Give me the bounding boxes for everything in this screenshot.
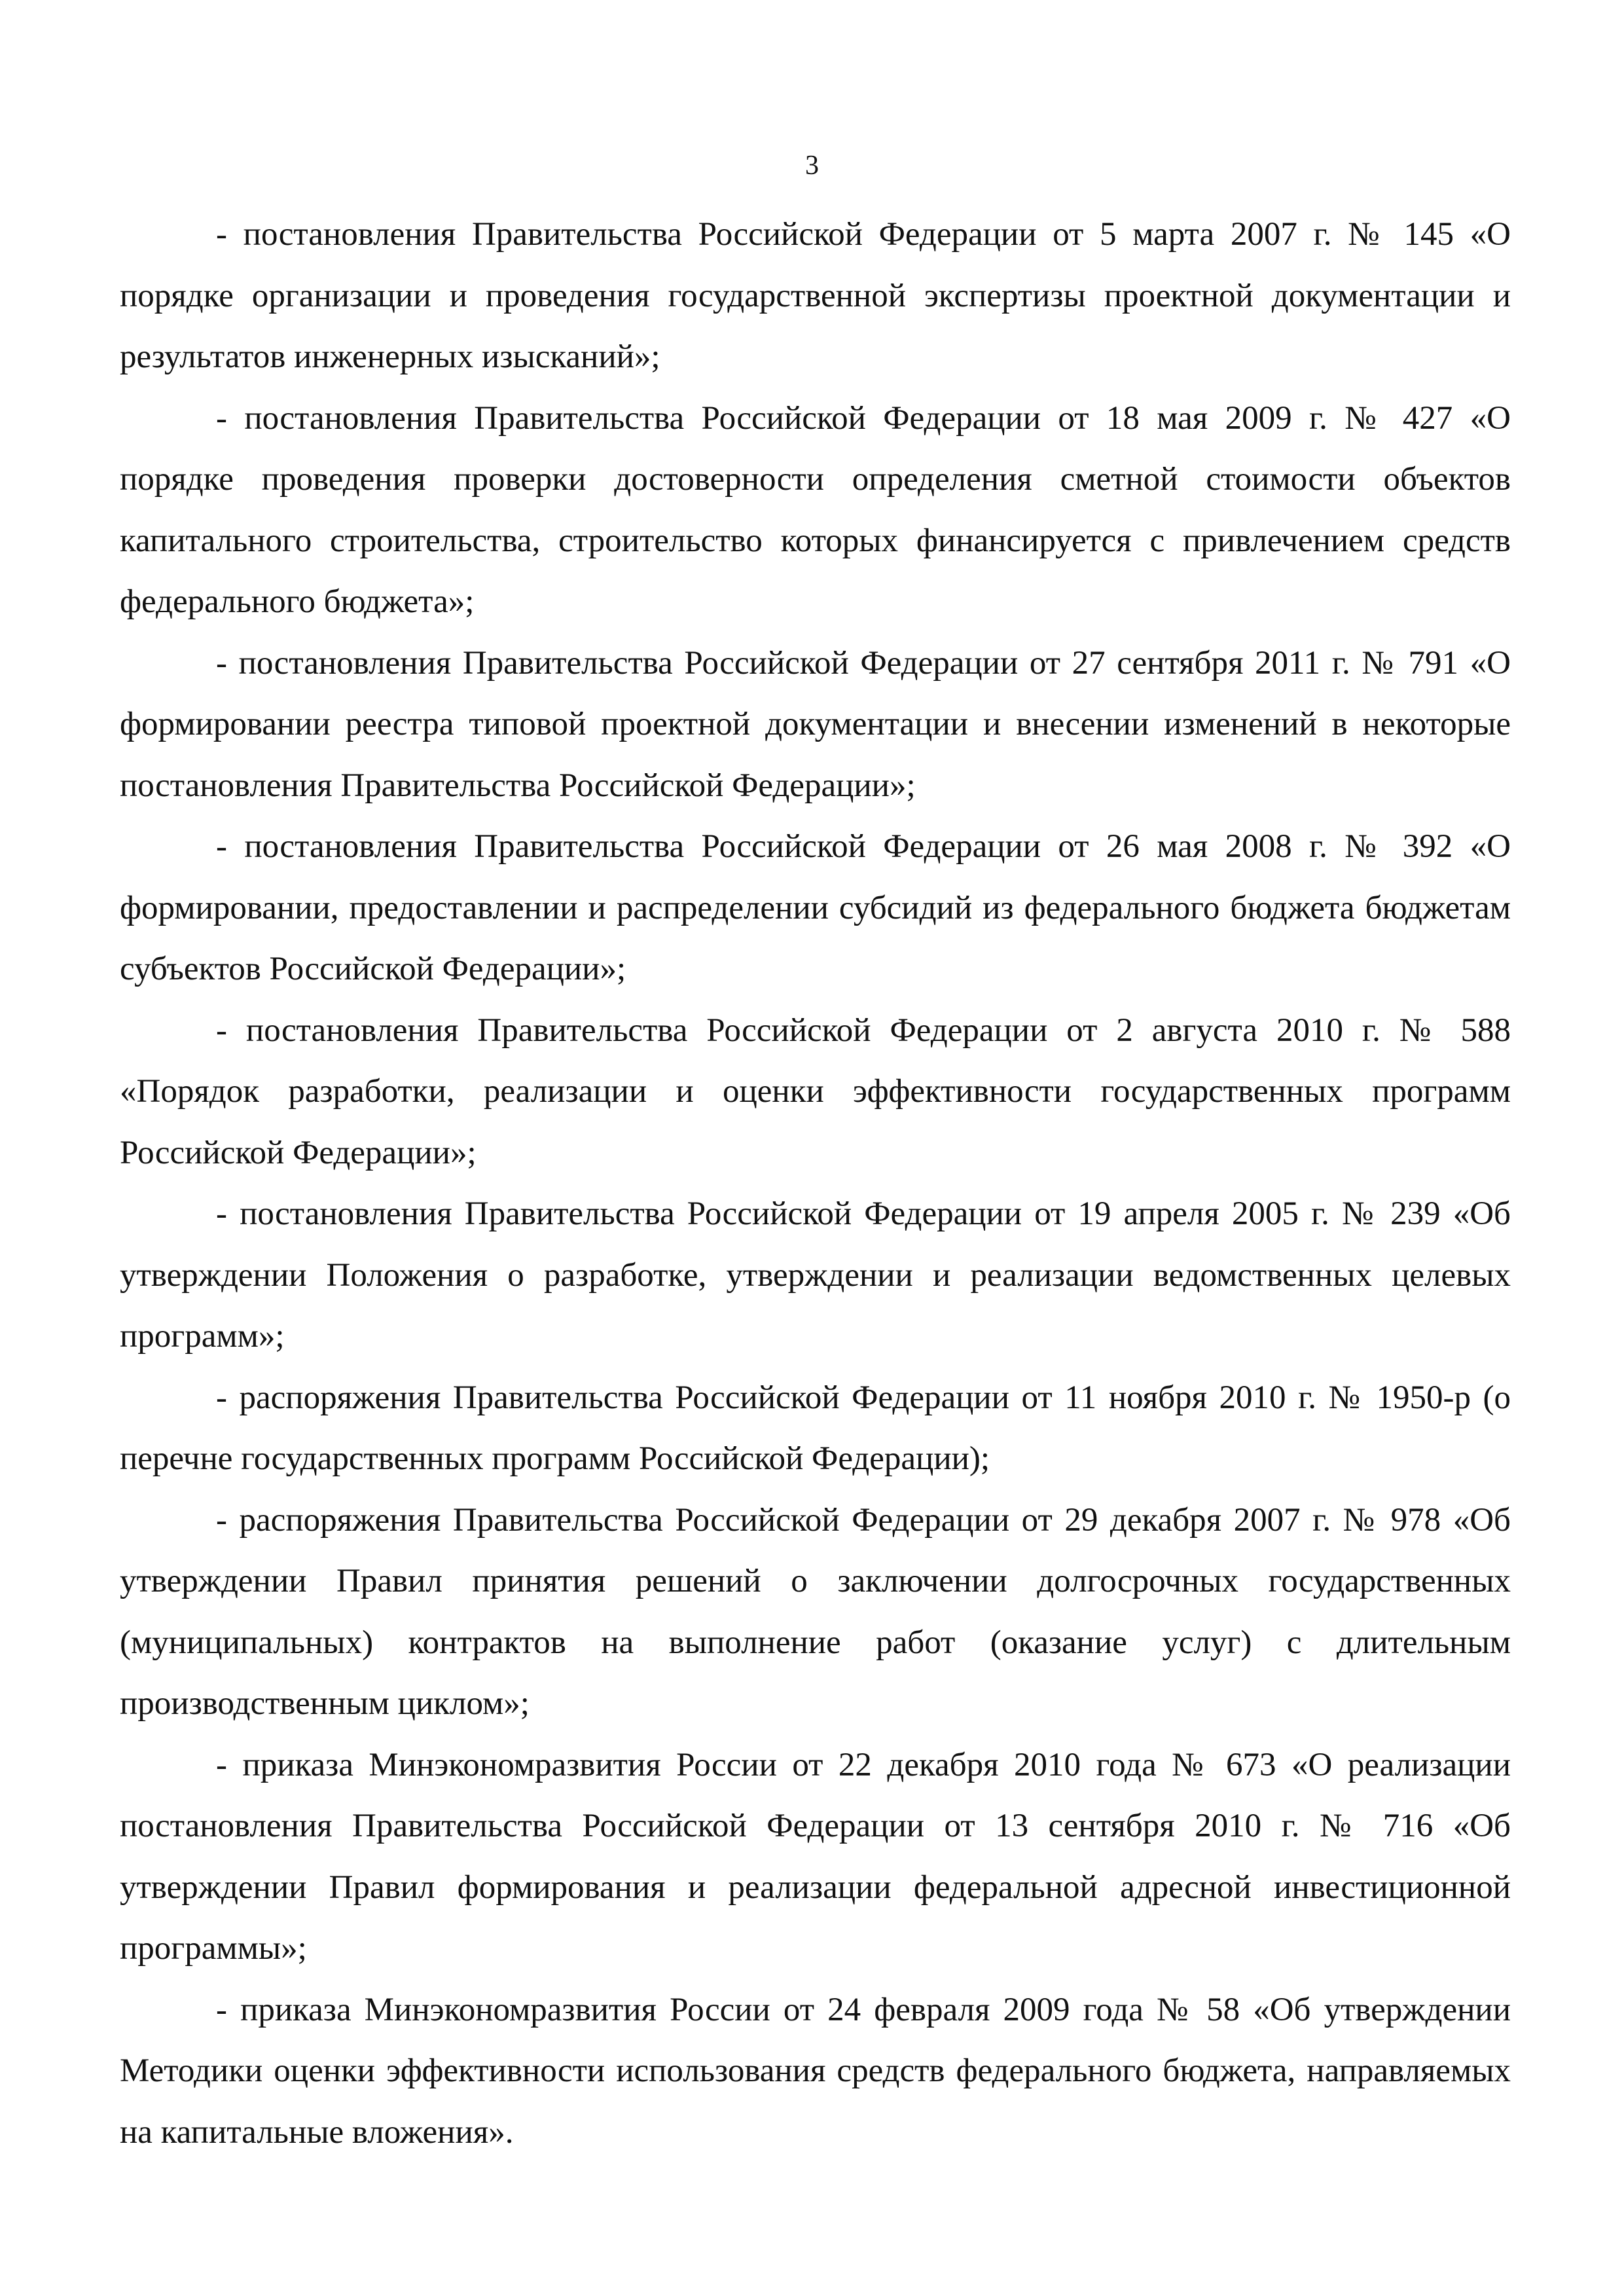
list-item: - постановления Правительства Российской Федерации от 5 марта 2007 г. № 145 «О порядке организации и проведения государственной экспертизы проектной документации и результатов инженерных изысканий»; xyxy=(120,216,1511,375)
document-body xyxy=(120,204,1511,2163)
list-item: - распоряжения Правительства Российской Федерации от 11 ноября 2010 г. № 1950-р (о перечне государственных программ Российской Федерации); xyxy=(120,1379,1511,1477)
list-item: - распоряжения Правительства Российской Федерации от 29 декабря 2007 г. № 978 «Об утверждении Правил принятия решений о заключении долгосрочных государственных (муниципальных) контрактов на выполнение работ (оказание услуг) с длительным производственным циклом»; xyxy=(120,1501,1511,1722)
list-item: - постановления Правительства Российской Федерации от 18 мая 2009 г. № 427 «О порядке проведения проверки достоверности определения сметной стоимости объектов капитального строительства, строительство которых финансируется с привлечением средств федерального бюджета»; xyxy=(120,399,1511,620)
page-number: 3 xyxy=(805,151,819,181)
list-item: - приказа Минэкономразвития России от 24 февраля 2009 года № 58 «Об утверждении Методики оценки эффективности использования средств федерального бюджета, направляемых на капитальные вложения». xyxy=(120,1991,1511,2151)
list-item: - постановления Правительства Российской Федерации от 26 мая 2008 г. № 392 «О формировании, предоставлении и распределении субсидий из федерального бюджета бюджетам субъектов Российской Федерации»; xyxy=(120,828,1511,987)
list-item: - постановления Правительства Российской Федерации от 27 сентября 2011 г. № 791 «О формировании реестра типовой проектной документации и внесении изменений в некоторые постановления Правительства Российской Федерации»; xyxy=(120,644,1511,804)
list-item: - постановления Правительства Российской Федерации от 19 апреля 2005 г. № 239 «Об утверждении Положения о разработке, утверждении и реализации ведомственных целевых программ»; xyxy=(120,1195,1511,1355)
list-item: - постановления Правительства Российской Федерации от 2 августа 2010 г. № 588 «Порядок разработки, реализации и оценки эффективности государственных программ Российской Федерации»; xyxy=(120,1011,1511,1171)
list-item: - приказа Минэкономразвития России от 22 декабря 2010 года № 673 «О реализации постановления Правительства Российской Федерации от 13 сентября 2010 г. № 716 «Об утверждении Правил формирования и реализации федеральной адресной инвестиционной программы»; xyxy=(120,1746,1511,1967)
